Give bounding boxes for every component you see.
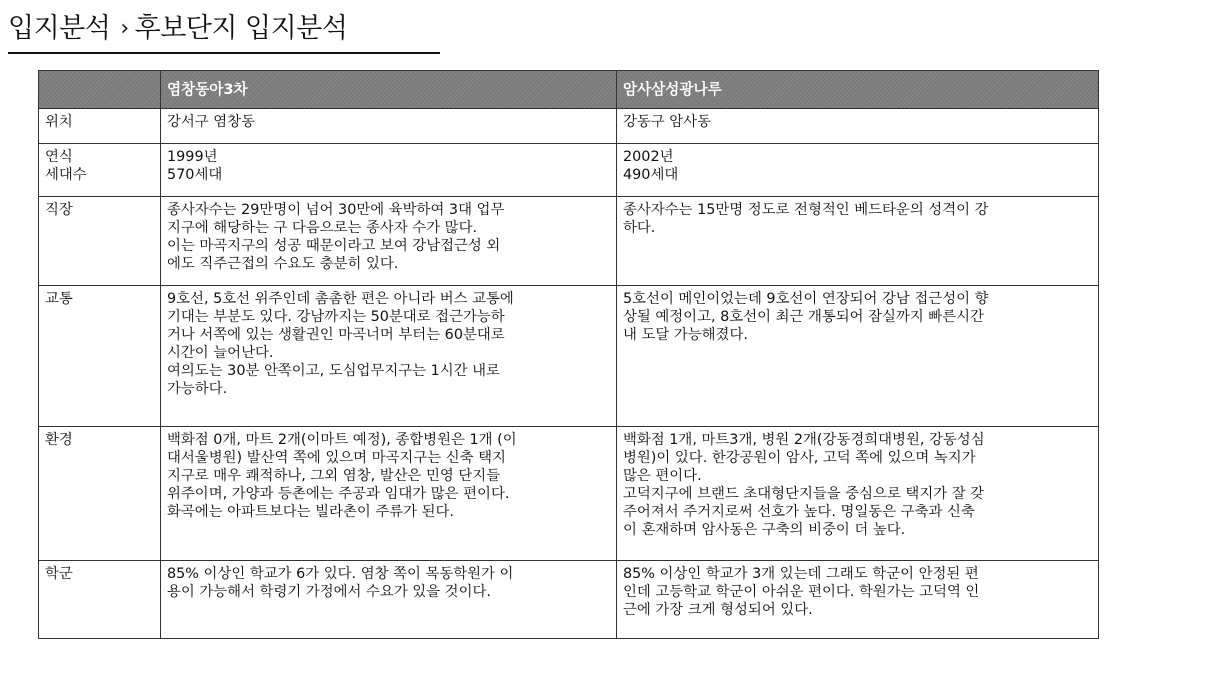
row-label bbox=[39, 427, 161, 561]
cell-line: 에도 직주근접의 수요도 충분히 있다. bbox=[167, 256, 399, 272]
cell-line: 85% 이상인 학교가 3개 있는데 그래도 학군이 안정된 편 bbox=[623, 566, 979, 582]
cell-line: 여의도는 30분 안쪽이고, 도심업무지구는 1시간 내로 bbox=[167, 363, 500, 379]
header-label-cell bbox=[39, 71, 161, 109]
title-main: 입지분석 bbox=[8, 13, 111, 44]
row-label-line: 위치 bbox=[45, 114, 73, 130]
cell-complex-2 bbox=[617, 427, 1099, 561]
cell-line: 지구로 매우 쾌적하나, 그외 염창, 발산은 민영 단지들 bbox=[167, 468, 501, 484]
cell-line: 병원)이 있다. 한강공원이 암사, 고덕 쪽에 있으며 녹지가 bbox=[623, 450, 976, 466]
row-label-line: 연식 bbox=[45, 149, 73, 165]
cell-complex-1 bbox=[161, 144, 617, 197]
comparison-table bbox=[38, 70, 1099, 639]
header-complex-2: 암사삼성광나루 bbox=[617, 71, 1099, 109]
cell-line: 2002년 bbox=[623, 149, 674, 165]
table-row-jobs bbox=[39, 197, 1099, 286]
cell-line: 용이 가능해서 학령기 가정에서 수요가 있을 것이다. bbox=[167, 584, 491, 600]
row-label bbox=[39, 144, 161, 197]
cell-complex-2 bbox=[617, 144, 1099, 197]
title-area bbox=[8, 8, 440, 54]
cell-complex-2 bbox=[617, 286, 1099, 427]
header-complex-1: 염창동아3차 bbox=[161, 71, 617, 109]
cell-line: 490세대 bbox=[623, 167, 679, 183]
cell-line: 백화점 0개, 마트 2개(이마트 예정), 종합병원은 1개 (이 bbox=[167, 432, 517, 448]
cell-line: 강서구 염창동 bbox=[167, 114, 255, 130]
cell-complex-1 bbox=[161, 197, 617, 286]
row-label-line: 세대수 bbox=[45, 167, 87, 183]
cell-line: 5호선이 메인이었는데 9호선이 연장되어 강남 접근성이 향 bbox=[623, 291, 989, 307]
table-row-transport bbox=[39, 286, 1099, 427]
cell-line: 85% 이상인 학교가 6가 있다. 염창 쪽이 목동학원가 이 bbox=[167, 566, 514, 582]
row-label bbox=[39, 561, 161, 639]
row-label-line: 교통 bbox=[45, 291, 73, 307]
cell-line: 종사자수는 29만명이 넘어 30만에 육박하여 3대 업무 bbox=[167, 202, 505, 218]
table-row-school-district bbox=[39, 561, 1099, 639]
cell-complex-1 bbox=[161, 427, 617, 561]
table-row-year-households bbox=[39, 144, 1099, 197]
table-row-location bbox=[39, 109, 1099, 144]
cell-line: 기대는 부분도 있다. 강남까지는 50분대로 접근가능하 bbox=[167, 309, 505, 325]
row-label bbox=[39, 197, 161, 286]
cell-line: 주어져서 주거지로써 선호가 높다. 명일동은 구축과 신축 bbox=[623, 504, 975, 520]
cell-line: 시간이 늘어난다. bbox=[167, 345, 274, 361]
cell-line: 1999년 bbox=[167, 149, 218, 165]
cell-line: 이 혼재하며 암사동은 구축의 비중이 더 높다. bbox=[623, 522, 906, 538]
cell-complex-2 bbox=[617, 109, 1099, 144]
cell-line: 화곡에는 아파트보다는 빌라촌이 주류가 된다. bbox=[167, 504, 454, 520]
cell-complex-1 bbox=[161, 109, 617, 144]
cell-line: 종사자수는 15만명 정도로 전형적인 베드타운의 성격이 강 bbox=[623, 202, 989, 218]
cell-complex-1 bbox=[161, 561, 617, 639]
cell-line: 거나 서쪽에 있는 생활권인 마곡너머 부터는 60분대로 bbox=[167, 327, 505, 343]
row-label-line: 환경 bbox=[45, 432, 73, 448]
row-label bbox=[39, 109, 161, 144]
cell-line: 9호선, 5호선 위주인데 촘촘한 편은 아니라 버스 교통에 bbox=[167, 291, 514, 307]
title-sub: 후보단지 입지분석 bbox=[134, 13, 348, 44]
row-label-line: 직장 bbox=[45, 202, 73, 218]
cell-complex-2 bbox=[617, 197, 1099, 286]
cell-line: 내 도달 가능해졌다. bbox=[623, 327, 748, 343]
cell-line: 고덕지구에 브랜드 초대형단지들을 중심으로 택지가 잘 갖 bbox=[623, 486, 985, 502]
row-label bbox=[39, 286, 161, 427]
cell-line: 백화점 1개, 마트3개, 병원 2개(강동경희대병원, 강동성심 bbox=[623, 432, 985, 448]
cell-line: 570세대 bbox=[167, 167, 223, 183]
cell-complex-2 bbox=[617, 561, 1099, 639]
cell-line: 이는 마곡지구의 성공 때문이라고 보여 강남접근성 외 bbox=[167, 238, 501, 254]
cell-line: 상될 예정이고, 8호선이 최근 개통되어 잠실까지 빠른시간 bbox=[623, 309, 984, 325]
cell-complex-1 bbox=[161, 286, 617, 427]
cell-line: 강동구 암사동 bbox=[623, 114, 711, 130]
table-row-environment bbox=[39, 427, 1099, 561]
table-header-row bbox=[39, 71, 1099, 109]
row-label-line: 학군 bbox=[45, 566, 73, 582]
cell-line: 위주이며, 가양과 등촌에는 주공과 임대가 많은 편이다. bbox=[167, 486, 510, 502]
cell-line: 근에 가장 크게 형성되어 있다. bbox=[623, 602, 813, 618]
cell-line: 하다. bbox=[623, 220, 656, 236]
cell-line: 대서울병원) 발산역 쪽에 있으며 마곡지구는 신축 택지 bbox=[167, 450, 506, 466]
cell-line: 많은 편이다. bbox=[623, 468, 702, 484]
cell-line: 인데 고등학교 학군이 아쉬운 편이다. 학원가는 고덕역 인 bbox=[623, 584, 980, 600]
cell-line: 가능하다. bbox=[167, 381, 228, 397]
page-title bbox=[8, 12, 347, 48]
cell-line: 지구에 해당하는 구 다음으로는 종사자 수가 많다. bbox=[167, 220, 478, 236]
title-separator: › bbox=[120, 16, 129, 41]
